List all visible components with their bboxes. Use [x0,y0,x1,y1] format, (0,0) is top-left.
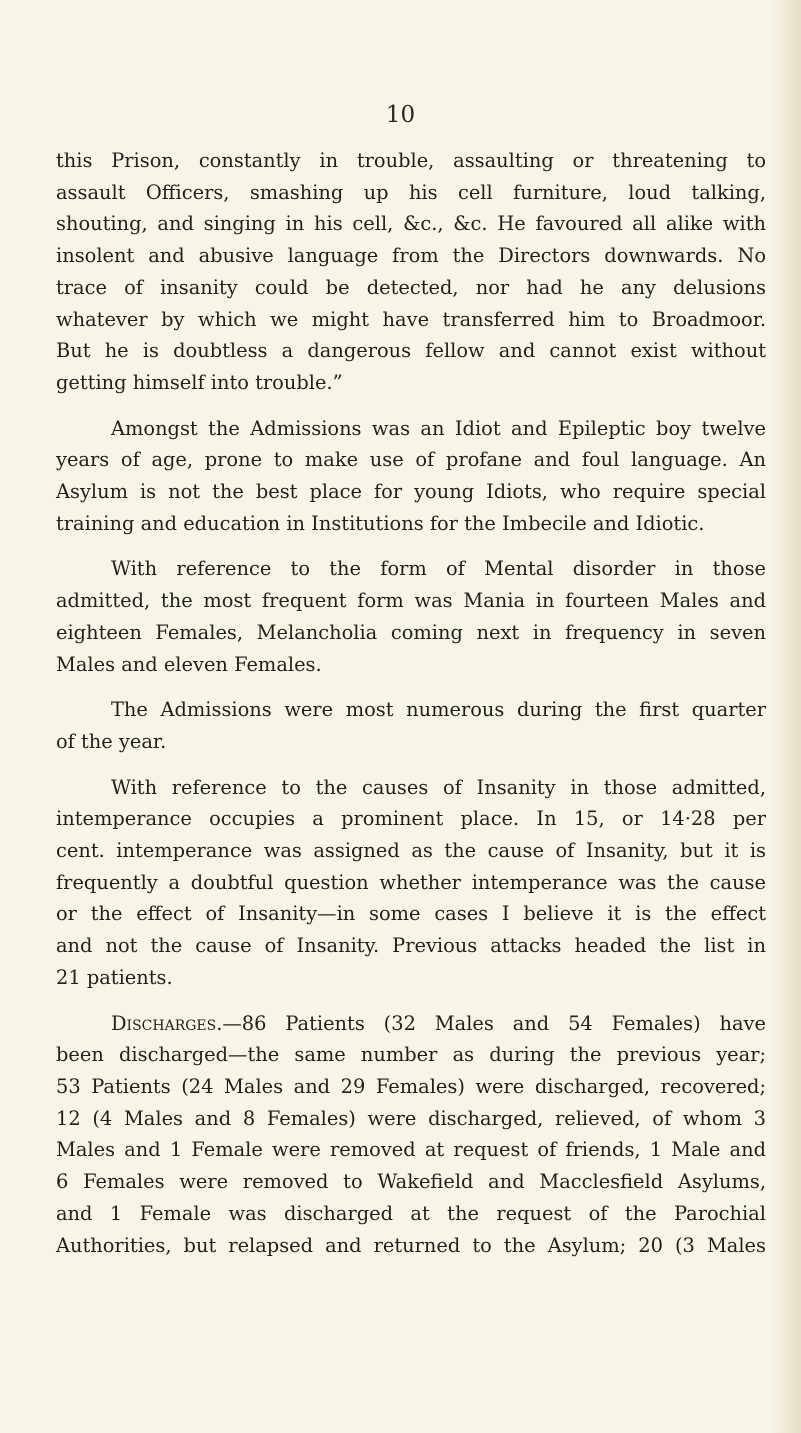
text-line: The Admissions were most numerous during the first quarter [111,698,766,722]
text-line: of the year. [56,729,167,753]
text-line: 6 Females were removed to Wakefield and Macclesfield Asylums, [56,1170,766,1194]
paragraph-6-discharges [56,1008,766,1262]
text-line: With reference to the form of Mental disorder in those [111,557,766,581]
text-line: whatever by which we might have transferred him to Broadmoor. [56,307,766,331]
text-line: But he is doubtless a dangerous fellow and cannot exist without [56,339,766,363]
paragraph-1 [56,145,766,399]
paragraph-gap [56,994,766,1008]
text-line: insolent and abusive language from the Directors downwards. No [56,244,766,268]
text-line: Males and eleven Females. [56,652,322,676]
text-line: years of age, prone to make use of profane and foul language. An [56,448,766,472]
text-line: and not the cause of Insanity. Previous attacks headed the list in [56,934,766,958]
text-line: Asylum is not the best place for young Idiots, who require special [56,480,766,504]
text-line: 12 (4 Males and 8 Females) were discharged, relieved, of whom 3 [56,1106,766,1130]
text-line: been discharged—the same number as during the previous year; [56,1043,766,1067]
text-line: Authorities, but relapsed and returned to the Asylum; 20 (3 Males [56,1233,766,1257]
text-line: trace of insanity could be detected, nor had he any delusions [56,275,766,299]
text-line: intemperance occupies a prominent place. In 15, or 14·28 per [56,807,766,831]
text-line: shouting, and singing in his cell, &c., &c. He favoured all alike with [56,212,766,236]
text-line: getting himself into trouble.” [56,370,343,394]
text-line: With reference to the causes of Insanity in those admitted, [111,775,766,799]
text-line: this Prison, constantly in trouble, assaulting or threatening to [56,149,766,172]
paragraph-gap [56,680,766,694]
body-text [56,145,766,1261]
paragraph-2 [56,413,766,540]
paragraph-3 [56,553,766,680]
text-line: frequently a doubtful question whether intemperance was the cause [56,870,766,894]
text-line: assault Officers, smashing up his cell furniture, loud talking, [56,180,766,204]
section-heading-discharges: Discharges. [111,1011,223,1035]
text-fragment: —86 Patients (32 Males and 54 Females) have [222,1011,766,1035]
text-line: Males and 1 Female were removed at request of friends, 1 Male and [56,1138,766,1162]
paragraph-5 [56,772,766,994]
paragraph-4 [56,694,766,757]
page-number: 10 [385,102,416,128]
paragraph-gap [56,399,766,413]
paragraph-gap [56,758,766,772]
text-line: 53 Patients (24 Males and 29 Females) were discharged, recovered; [56,1074,766,1098]
text-line: 21 patients. [56,965,173,989]
text-line: admitted, the most frequent form was Mania in fourteen Males and [56,589,766,613]
page-edge-shadow [771,0,801,1433]
text-line: eighteen Females, Melancholia coming next in frequency in seven [56,620,766,644]
text-line: cent. intemperance was assigned as the cause of Insanity, but it is [56,839,766,863]
paragraph-gap [56,539,766,553]
text-line: training and education in Institutions for the Imbecile and Idiotic. [56,511,705,535]
text-line: or the effect of Insanity—in some cases I believe it is the effect [56,902,766,926]
text-line: Amongst the Admissions was an Idiot and Epileptic boy twelve [111,416,766,440]
text-line [56,1008,766,1040]
text-line: and 1 Female was discharged at the request of the Parochial [56,1201,766,1225]
